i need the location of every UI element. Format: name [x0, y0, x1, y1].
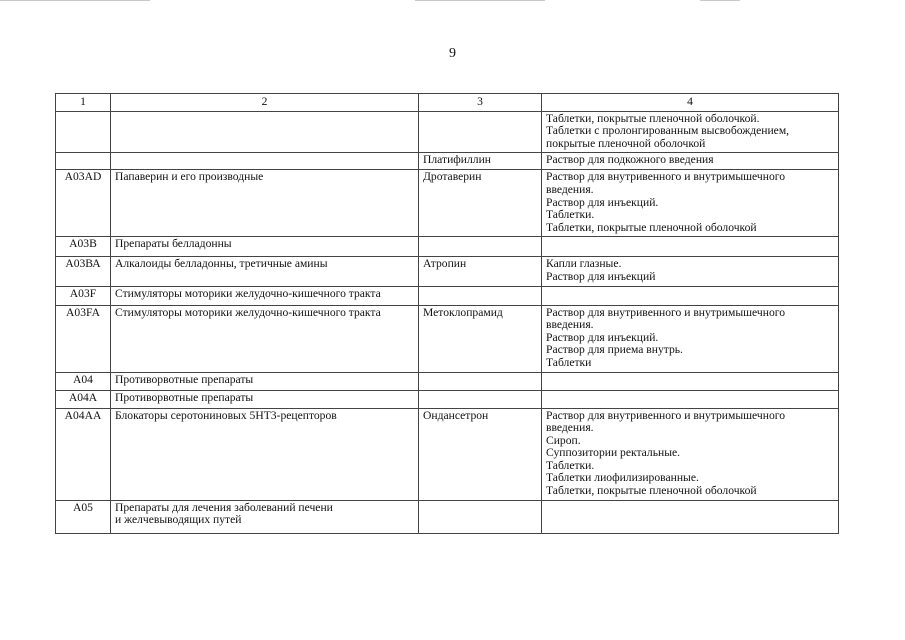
page-number: 9 [449, 46, 456, 61]
column-header: 1 [56, 94, 111, 112]
cell-text-line: покрытые пленочной оболочкой [546, 136, 706, 150]
cell-text-line: введения. [546, 318, 594, 332]
atc-code-cell: А04АА [56, 408, 111, 500]
cell-text-line: Алкалоиды белладонны, третичные амины [115, 257, 328, 271]
header-row [56, 94, 839, 112]
cell-text-line: Стимуляторы моторики желудочно-кишечного тракта [115, 305, 381, 319]
table-row [56, 153, 839, 170]
dosage-forms-cell [542, 153, 839, 170]
drug-name-cell [419, 237, 542, 257]
table-row [56, 500, 839, 533]
atc-code-cell: А03F [56, 286, 111, 305]
cell-text-line: введения. [546, 182, 594, 196]
drug-name-cell [419, 111, 542, 153]
dosage-forms-cell [542, 500, 839, 533]
dosage-forms-cell [542, 305, 839, 372]
cell-text-line: Раствор для внутривенного и внутримышечного [546, 305, 786, 319]
table-row [56, 111, 839, 153]
table-row [56, 372, 839, 390]
cell-text-line: Таблетки, покрытые пленочной оболочкой [546, 484, 757, 498]
table-row [56, 408, 839, 500]
group-name-cell [111, 170, 419, 237]
cell-text-line: Раствор для инъекций. [546, 195, 659, 209]
cell-text-line: Таблетки лиофилизированные. [546, 471, 699, 485]
atc-code-cell: А05 [56, 500, 111, 533]
cell-text-line: Раствор для приема внутрь. [546, 343, 683, 357]
group-name-cell [111, 500, 419, 533]
cell-text-line: Раствор для инъекций. [546, 330, 659, 344]
column-header: 4 [542, 94, 839, 112]
cell-text-line: Таблетки, покрытые пленочной оболочкой [546, 220, 757, 234]
dosage-forms-cell [542, 170, 839, 237]
group-name-cell [111, 286, 419, 305]
group-name-cell [111, 305, 419, 372]
drug-name-cell [419, 500, 542, 533]
group-name-cell [111, 111, 419, 153]
atc-code-cell: А03В [56, 237, 111, 257]
group-name-cell [111, 408, 419, 500]
cell-text-line: Метоклопрамид [423, 305, 503, 319]
table-body [56, 111, 839, 533]
drug-name-cell [419, 170, 542, 237]
cell-text-line: Дротаверин [423, 170, 482, 184]
column-header: 3 [419, 94, 542, 112]
dosage-forms-cell [542, 111, 839, 153]
column-header: 2 [111, 94, 419, 112]
table-row [56, 305, 839, 372]
cell-text-line: Раствор для подкожного введения [546, 153, 714, 167]
dosage-forms-cell [542, 257, 839, 286]
atc-code-cell: А03FA [56, 305, 111, 372]
cell-text-line: Ондансетрон [423, 408, 489, 422]
atc-code-cell: А03AD [56, 170, 111, 237]
dosage-forms-cell [542, 237, 839, 257]
dosage-forms-cell [542, 372, 839, 390]
cell-text-line: Стимуляторы моторики желудочно-кишечного тракта [115, 286, 381, 300]
atc-code-cell: А04 [56, 372, 111, 390]
table-row [56, 237, 839, 257]
cell-text-line: Суппозитории ректальные. [546, 446, 681, 460]
drug-name-cell [419, 257, 542, 286]
table-row [56, 257, 839, 286]
cell-text-line: и желчевыводящих путей [115, 513, 242, 527]
atc-code-cell: А04А [56, 390, 111, 408]
cell-text-line: Противорвотные препараты [115, 372, 254, 386]
group-name-cell [111, 372, 419, 390]
cell-text-line: Раствор для внутривенного и внутримышечного [546, 408, 786, 422]
cell-text-line: Таблетки. [546, 208, 595, 222]
cell-text-line: Блокаторы серотониновых 5НТ3-рецепторов [115, 408, 337, 422]
dosage-forms-cell [542, 390, 839, 408]
cell-text-line: Сироп. [546, 433, 581, 447]
cell-text-line: Папаверин и его производные [115, 170, 264, 184]
atc-code-cell [56, 153, 111, 170]
cell-text-line: Препараты для лечения заболеваний печени [115, 500, 333, 514]
drug-name-cell [419, 305, 542, 372]
table-row [56, 286, 839, 305]
drug-table [55, 93, 839, 534]
group-name-cell [111, 153, 419, 170]
atc-code-cell [56, 111, 111, 153]
scan-edge-line [0, 0, 150, 1]
cell-text-line: Раствор для внутривенного и внутримышечного [546, 170, 786, 184]
drug-name-cell [419, 372, 542, 390]
cell-text-line: Таблетки. [546, 458, 595, 472]
cell-text-line: Таблетки с пролонгированным высвобождением, [546, 124, 790, 138]
cell-text-line: Таблетки [546, 355, 592, 369]
cell-text-line: введения. [546, 421, 594, 435]
dosage-forms-cell [542, 286, 839, 305]
cell-text-line: Таблетки, покрытые пленочной оболочкой. [546, 111, 760, 125]
table-row [56, 390, 839, 408]
scan-edge-line [415, 0, 545, 1]
scan-edge-line [700, 0, 740, 1]
group-name-cell [111, 390, 419, 408]
table-row [56, 170, 839, 237]
cell-text-line: Атропин [423, 257, 467, 271]
atc-code-cell: А03ВА [56, 257, 111, 286]
drug-name-cell [419, 408, 542, 500]
group-name-cell [111, 237, 419, 257]
drug-name-cell [419, 153, 542, 170]
cell-text-line: Противорвотные препараты [115, 390, 254, 404]
dosage-forms-cell [542, 408, 839, 500]
group-name-cell [111, 257, 419, 286]
cell-text-line: Капли глазные. [546, 257, 622, 271]
drug-name-cell [419, 390, 542, 408]
cell-text-line: Раствор для инъекций [546, 269, 656, 283]
cell-text-line: Платифиллин [423, 153, 491, 167]
cell-text-line: Препараты белладонны [115, 237, 232, 251]
drug-name-cell [419, 286, 542, 305]
